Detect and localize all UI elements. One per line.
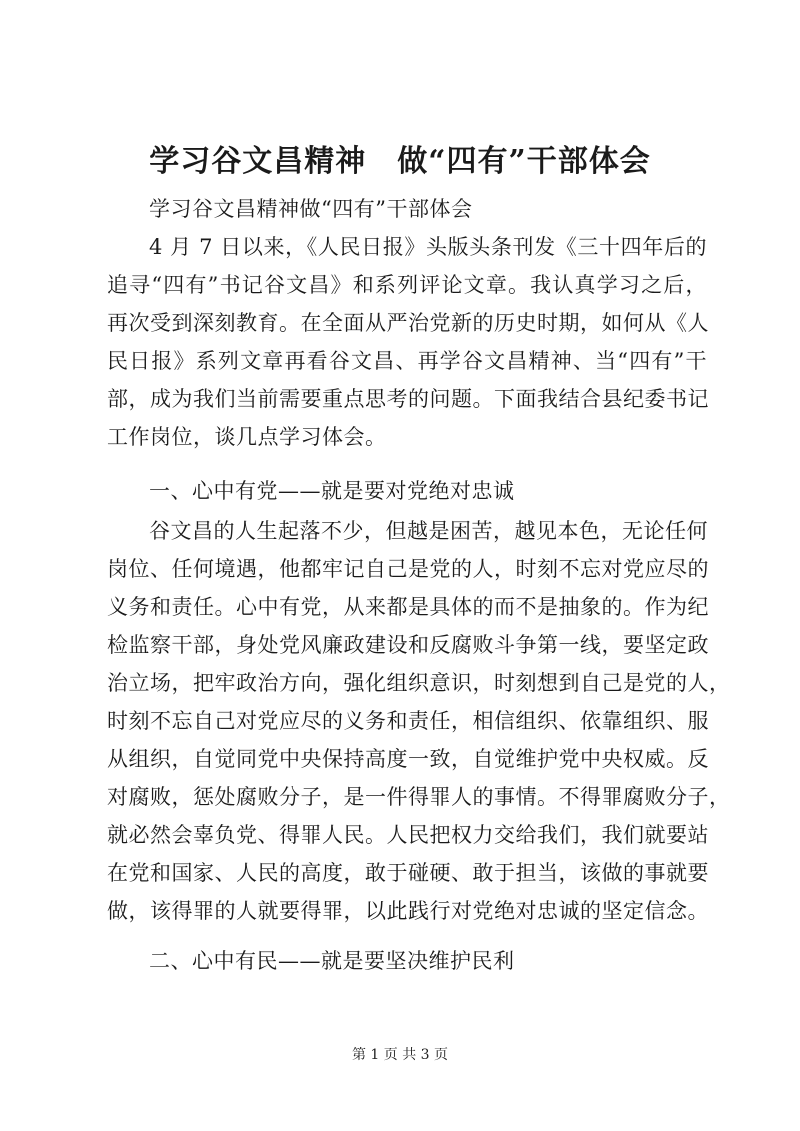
paragraph-line: 部，成为我们当前需要重点思考的问题。下面我结合县纪委书记 <box>107 387 709 411</box>
paragraph-line: 再次受到深刻教育。在全面从严治党新的历史时期，如何从《人 <box>107 311 709 335</box>
paragraph-line: 岗位、任何境遇，他都牢记自己是党的人，时刻不忘对党应尽的 <box>107 557 709 581</box>
subtitle-line: 学习谷文昌精神做“四有”干部体会 <box>149 197 473 221</box>
paragraph-line: 就必然会辜负党、得罪人民。人民把权力交给我们，我们就要站 <box>107 823 709 847</box>
paragraph-line: 时刻不忘自己对党应尽的义务和责任，相信组织、依靠组织、服 <box>107 709 709 733</box>
paragraph-line: 检监察干部，身处党风廉政建设和反腐败斗争第一线，要坚定政 <box>107 633 709 657</box>
paragraph-line: 4 月 7 日以来，《人民日报》头版头条刊发《三十四年后的 <box>149 235 707 259</box>
paragraph-line: 义务和责任。心中有党，从来都是具体的而不是抽象的。作为纪 <box>107 595 709 619</box>
paragraph-line: 追寻“四有”书记谷文昌》和系列评论文章。我认真学习之后， <box>107 273 707 297</box>
paragraph-line: 治立场，把牢政治方向，强化组织意识，时刻想到自己是党的人， <box>107 671 731 695</box>
document-title: 学习谷文昌精神 做“四有”干部体会 <box>149 144 651 179</box>
page-footer: 第 1 页 共 3 页 <box>351 1047 449 1063</box>
paragraph-line: 工作岗位，谈几点学习体会。 <box>107 425 387 449</box>
paragraph-line: 在党和国家、人民的高度，敢于碰硬、敢于担当，该做的事就要 <box>107 861 709 885</box>
paragraph-line: 从组织，自觉同党中央保持高度一致，自觉维护党中央权威。反 <box>107 747 709 771</box>
paragraph-line: 做，该得罪的人就要得罪，以此践行对党绝对忠诚的坚定信念。 <box>107 899 709 923</box>
paragraph-line: 民日报》系列文章再看谷文昌、再学谷文昌精神、当“四有”干 <box>107 349 707 373</box>
paragraph-line: 谷文昌的人生起落不少，但越是困苦，越见本色，无论任何 <box>149 519 708 543</box>
paragraph-line: 对腐败，惩处腐败分子，是一件得罪人的事情。不得罪腐败分子， <box>107 785 731 809</box>
section-heading: 一、心中有党——就是要对党绝对忠诚 <box>149 479 515 503</box>
section-heading: 二、心中有民——就是要坚决维护民利 <box>149 949 515 973</box>
